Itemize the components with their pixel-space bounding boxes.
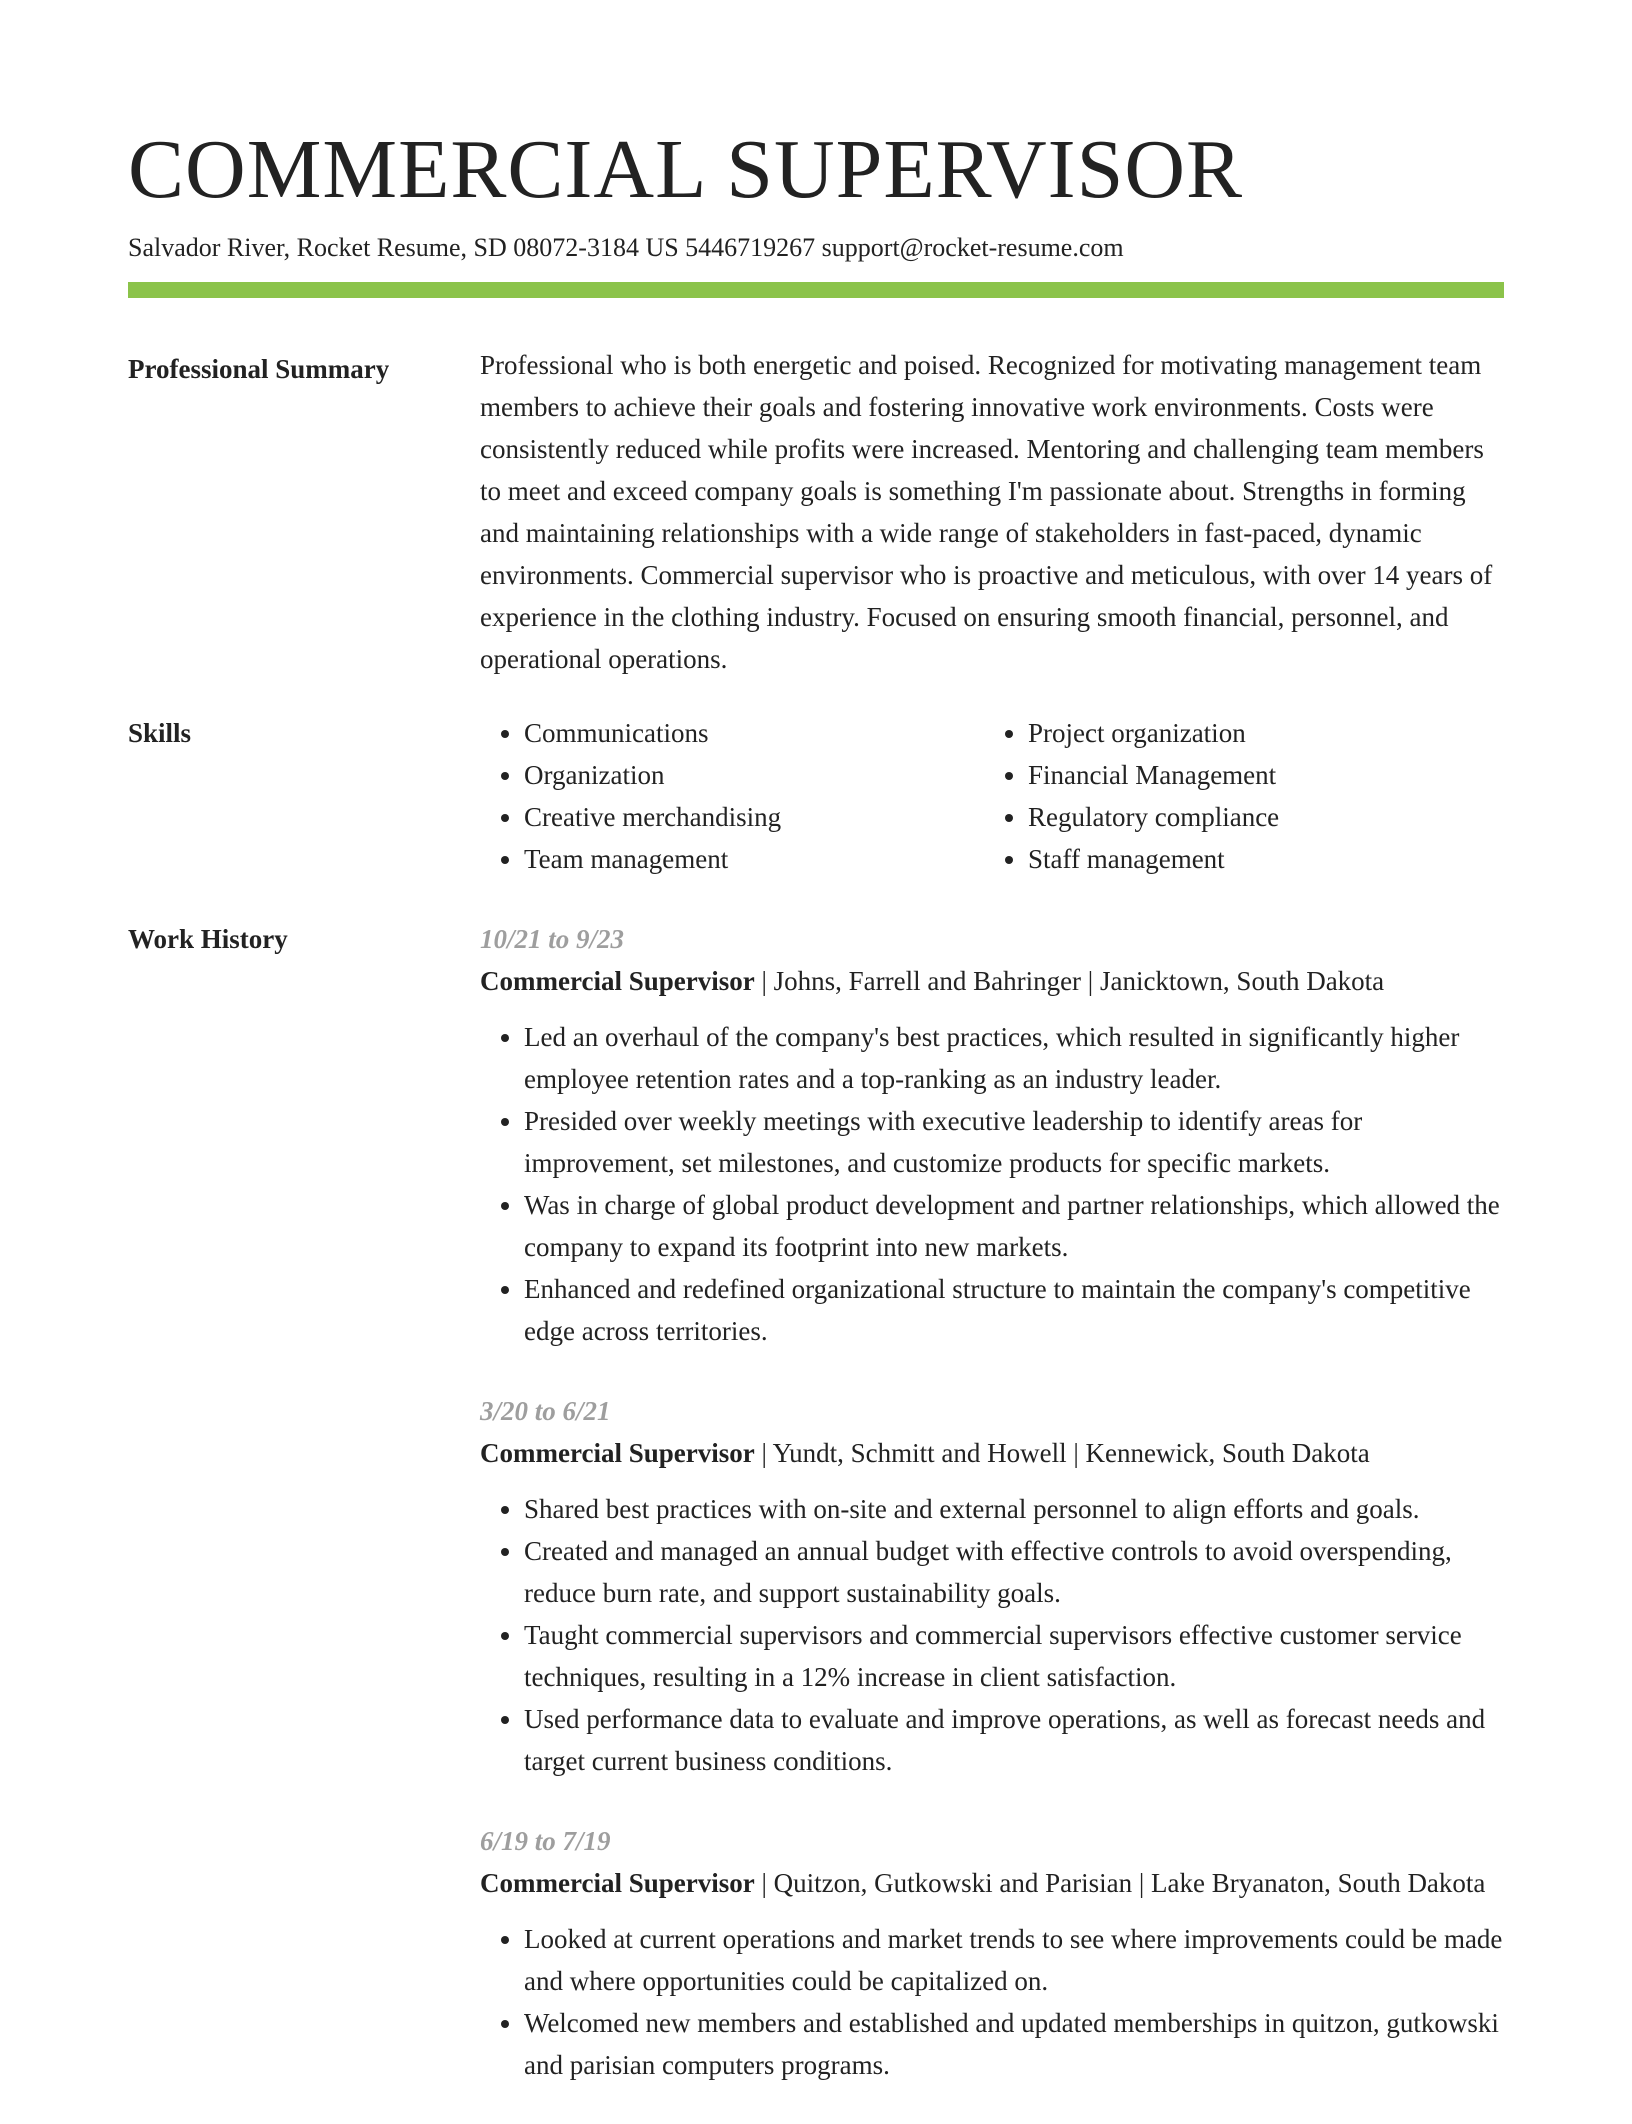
summary-section xyxy=(128,348,1504,680)
job-title: Commercial Supervisor xyxy=(480,1438,755,1468)
job-bullet: • Presided over weekly meetings with executive leadership to identify areas for improvement, set milestones, and customize products for specific markets. xyxy=(524,1100,1504,1184)
job-title: Commercial Supervisor xyxy=(480,1868,755,1898)
job-bullet: • Led an overhaul of the company's best practices, which resulted in significantly higher employee retention rates and a top-ranking as an industry leader. xyxy=(524,1016,1504,1100)
job-company-location: | Quitzon, Gutkowski and Parisian | Lake Bryanaton, South Dakota xyxy=(754,1868,1486,1898)
job-bullet: • Enhanced and redefined organizational structure to maintain the company's competitive edge across territories. xyxy=(524,1268,1504,1352)
header-divider xyxy=(128,282,1504,298)
job-bullet-list xyxy=(480,1488,1504,1782)
contact-info: Salvador River, Rocket Resume, SD 08072-3184 US 5446719267 support@rocket-resume.com xyxy=(128,233,1124,262)
job-bullet: • Looked at current operations and market trends to see where improvements could be made and where opportunities could be capitalized on. xyxy=(524,1918,1504,2002)
job-bullet: • Used performance data to evaluate and improve operations, as well as forecast needs and target current business conditions. xyxy=(524,1698,1504,1782)
candidate-name: COMMERCIAL SUPERVISOR xyxy=(128,123,1244,216)
resume-page xyxy=(128,120,1504,2124)
job-heading xyxy=(480,960,1504,1002)
job-dates: 6/19 to 7/19 xyxy=(480,1826,611,1856)
skill-item: • Organization xyxy=(524,754,984,796)
job-bullet: • Welcomed new members and established and updated memberships in quitzon, gutkowski and parisian computers programs. xyxy=(524,2002,1504,2086)
job-bullet: • Created and managed an annual budget with effective controls to avoid overspending, reduce burn rate, and support sustainability goals. xyxy=(524,1530,1504,1614)
skills-list-left xyxy=(480,712,984,880)
section-title-skills: Skills xyxy=(128,718,192,748)
job-bullet: • Shared best practices with on-site and external personnel to align efforts and goals. xyxy=(524,1488,1504,1530)
skill-item: • Staff management xyxy=(1028,838,1488,880)
job-heading xyxy=(480,1432,1504,1474)
job-company-location: | Johns, Farrell and Bahringer | Janicktown, South Dakota xyxy=(754,966,1385,996)
job-dates: 3/20 to 6/21 xyxy=(480,1396,611,1426)
job-bullet-list xyxy=(480,1918,1504,2086)
job-bullet-list xyxy=(480,1016,1504,1352)
job-company-location: | Yundt, Schmitt and Howell | Kennewick, South Dakota xyxy=(754,1438,1370,1468)
skill-item: • Project organization xyxy=(1028,712,1488,754)
job-entry xyxy=(480,1820,1504,2086)
work-history-section xyxy=(128,918,1504,2124)
job-title: Commercial Supervisor xyxy=(480,966,755,996)
job-entry xyxy=(480,918,1504,1352)
skill-item: • Communications xyxy=(524,712,984,754)
skill-item: • Team management xyxy=(524,838,984,880)
job-dates: 10/21 to 9/23 xyxy=(480,924,625,954)
section-title-summary: Professional Summary xyxy=(128,354,390,384)
skill-item: • Regulatory compliance xyxy=(1028,796,1488,838)
job-bullet: • Taught commercial supervisors and commercial supervisors effective customer service techniques, resulting in a 12% increase in client satisfaction. xyxy=(524,1614,1504,1698)
job-entry xyxy=(480,1390,1504,1782)
skill-item: • Financial Management xyxy=(1028,754,1488,796)
job-heading xyxy=(480,1862,1504,1904)
job-bullet: • Was in charge of global product development and partner relationships, which allowed the company to expand its footprint into new markets. xyxy=(524,1184,1504,1268)
skills-section xyxy=(128,712,1504,880)
skill-item: • Creative merchandising xyxy=(524,796,984,838)
summary-text: Professional who is both energetic and poised. Recognized for motivating management team members to achieve their goals and fostering innovative work environments. Costs were consistently reduced while profits were increased. Mentoring and challenging team members to meet and exceed company goals is something I'm passionate about. Strengths in forming and maintaining relationships with a wide range of stakeholders in fast-paced, dynamic environments. Commercial supervisor who is proactive and meticulous, with over 14 years of experience in the clothing industry. Focused on ensuring smooth financial, personnel, and operational operations. xyxy=(480,350,1493,674)
section-title-work: Work History xyxy=(128,924,288,954)
skills-list-right xyxy=(984,712,1488,880)
